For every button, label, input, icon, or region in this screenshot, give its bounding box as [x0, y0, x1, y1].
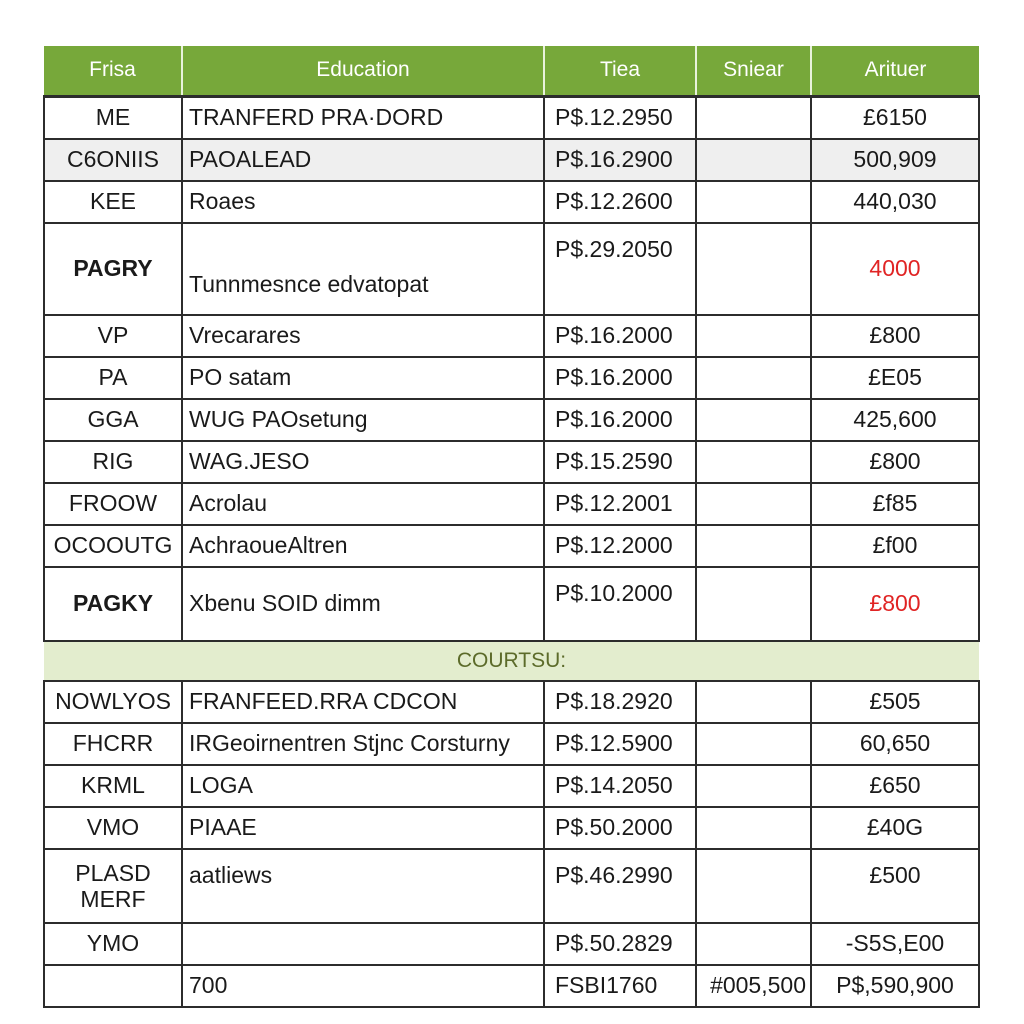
section-label: COURTSU: — [44, 641, 979, 681]
row-code: RIG — [44, 441, 182, 483]
row-extra — [696, 483, 811, 525]
row-description: Acrolau — [182, 483, 544, 525]
row-code: GGA — [44, 399, 182, 441]
row-description: TRANFERD PRA·DORD — [182, 96, 544, 139]
table-row[interactable] — [44, 223, 979, 315]
row-price: P$.12.2000 — [544, 525, 696, 567]
row-code: PA — [44, 357, 182, 399]
column-header-education[interactable]: Education — [182, 46, 544, 96]
table-total-row[interactable] — [44, 965, 979, 1007]
row-price: P$.18.2920 — [544, 681, 696, 723]
row-description — [182, 923, 544, 965]
row-extra — [696, 525, 811, 567]
row-extra — [696, 681, 811, 723]
row-extra — [696, 441, 811, 483]
row-extra — [696, 923, 811, 965]
row-code: VP — [44, 315, 182, 357]
row-description: Vrecarares — [182, 315, 544, 357]
row-description: IRGeoirnentren Stjnc Corsturny — [182, 723, 544, 765]
table-row[interactable] — [44, 483, 979, 525]
row-amount: 440,030 — [811, 181, 979, 223]
table-row[interactable] — [44, 441, 979, 483]
row-description: aatliews — [182, 849, 544, 923]
row-description: LOGA — [182, 765, 544, 807]
row-price: P$.15.2590 — [544, 441, 696, 483]
row-amount: £E05 — [811, 357, 979, 399]
price-table — [43, 46, 980, 1008]
row-code: KEE — [44, 181, 182, 223]
row-extra — [696, 357, 811, 399]
row-extra — [696, 567, 811, 641]
table-row[interactable] — [44, 357, 979, 399]
row-description: Xbenu SOID dimm — [182, 567, 544, 641]
column-header-tiea[interactable]: Tiea — [544, 46, 696, 96]
row-description: 700 — [182, 965, 544, 1007]
row-extra — [696, 765, 811, 807]
row-description: WAG.JESO — [182, 441, 544, 483]
row-description: AchraoueAltren — [182, 525, 544, 567]
row-price: P$.46.2990 — [544, 849, 696, 923]
column-header-frisa[interactable]: Frisa — [44, 46, 182, 96]
row-amount: £500 — [811, 849, 979, 923]
row-amount: £505 — [811, 681, 979, 723]
table-row[interactable] — [44, 681, 979, 723]
row-extra — [696, 399, 811, 441]
price-table-container — [43, 46, 978, 1008]
table-row[interactable] — [44, 807, 979, 849]
row-amount: 4000 — [811, 223, 979, 315]
row-price: P$.12.2600 — [544, 181, 696, 223]
row-code: VMO — [44, 807, 182, 849]
row-price: P$.10.2000 — [544, 567, 696, 641]
row-price: P$.16.2000 — [544, 315, 696, 357]
row-price: FSBI1760 — [544, 965, 696, 1007]
row-amount: P$,590,900 — [811, 965, 979, 1007]
row-extra: #005,500 — [696, 965, 811, 1007]
row-extra — [696, 96, 811, 139]
row-code — [44, 965, 182, 1007]
row-code: PLASD MERF — [44, 849, 182, 923]
table-row[interactable] — [44, 765, 979, 807]
table-row[interactable] — [44, 849, 979, 923]
row-amount: £800 — [811, 567, 979, 641]
row-amount: -S5S,E00 — [811, 923, 979, 965]
row-description: PAOALEAD — [182, 139, 544, 181]
row-amount: £40G — [811, 807, 979, 849]
row-code: FROOW — [44, 483, 182, 525]
row-description: PIAAE — [182, 807, 544, 849]
table-header-row — [44, 46, 979, 96]
row-price: P$.16.2900 — [544, 139, 696, 181]
table-row[interactable] — [44, 567, 979, 641]
row-code: YMO — [44, 923, 182, 965]
row-price: P$.12.2950 — [544, 96, 696, 139]
table-row[interactable] — [44, 923, 979, 965]
row-amount: £800 — [811, 315, 979, 357]
row-amount: 60,650 — [811, 723, 979, 765]
table-row[interactable] — [44, 139, 979, 181]
row-description: Roaes — [182, 181, 544, 223]
row-amount: £6150 — [811, 96, 979, 139]
row-price: P$.12.2001 — [544, 483, 696, 525]
table-row[interactable] — [44, 723, 979, 765]
row-extra — [696, 139, 811, 181]
row-price: P$.29.2050 — [544, 223, 696, 315]
table-row[interactable] — [44, 181, 979, 223]
row-description: Tunnmesnce edvatopat — [182, 223, 544, 315]
row-code: PAGKY — [44, 567, 182, 641]
row-extra — [696, 807, 811, 849]
table-row[interactable] — [44, 96, 979, 139]
row-code: C6ONIIS — [44, 139, 182, 181]
row-extra — [696, 181, 811, 223]
column-header-arituer[interactable]: Arituer — [811, 46, 979, 96]
table-row[interactable] — [44, 525, 979, 567]
row-price: P$.16.2000 — [544, 399, 696, 441]
row-price: P$.50.2000 — [544, 807, 696, 849]
row-price: P$.16.2000 — [544, 357, 696, 399]
table-row[interactable] — [44, 315, 979, 357]
row-code: PAGRY — [44, 223, 182, 315]
row-amount: 500,909 — [811, 139, 979, 181]
row-extra — [696, 223, 811, 315]
row-amount: £650 — [811, 765, 979, 807]
row-extra — [696, 315, 811, 357]
row-amount: £f00 — [811, 525, 979, 567]
column-header-sniear[interactable]: Sniear — [696, 46, 811, 96]
table-row[interactable] — [44, 399, 979, 441]
section-divider-row — [44, 641, 979, 681]
row-code: NOWLYOS — [44, 681, 182, 723]
row-extra — [696, 849, 811, 923]
row-price: P$.12.5900 — [544, 723, 696, 765]
row-description: PO satam — [182, 357, 544, 399]
row-description: FRANFEED.RRA CDCON — [182, 681, 544, 723]
row-description: WUG PAOsetung — [182, 399, 544, 441]
row-code: KRML — [44, 765, 182, 807]
row-price: P$.14.2050 — [544, 765, 696, 807]
row-code: OCOOUTG — [44, 525, 182, 567]
row-amount: £800 — [811, 441, 979, 483]
row-code: FHCRR — [44, 723, 182, 765]
row-amount: £f85 — [811, 483, 979, 525]
row-price: P$.50.2829 — [544, 923, 696, 965]
row-code: ME — [44, 96, 182, 139]
row-extra — [696, 723, 811, 765]
row-amount: 425,600 — [811, 399, 979, 441]
